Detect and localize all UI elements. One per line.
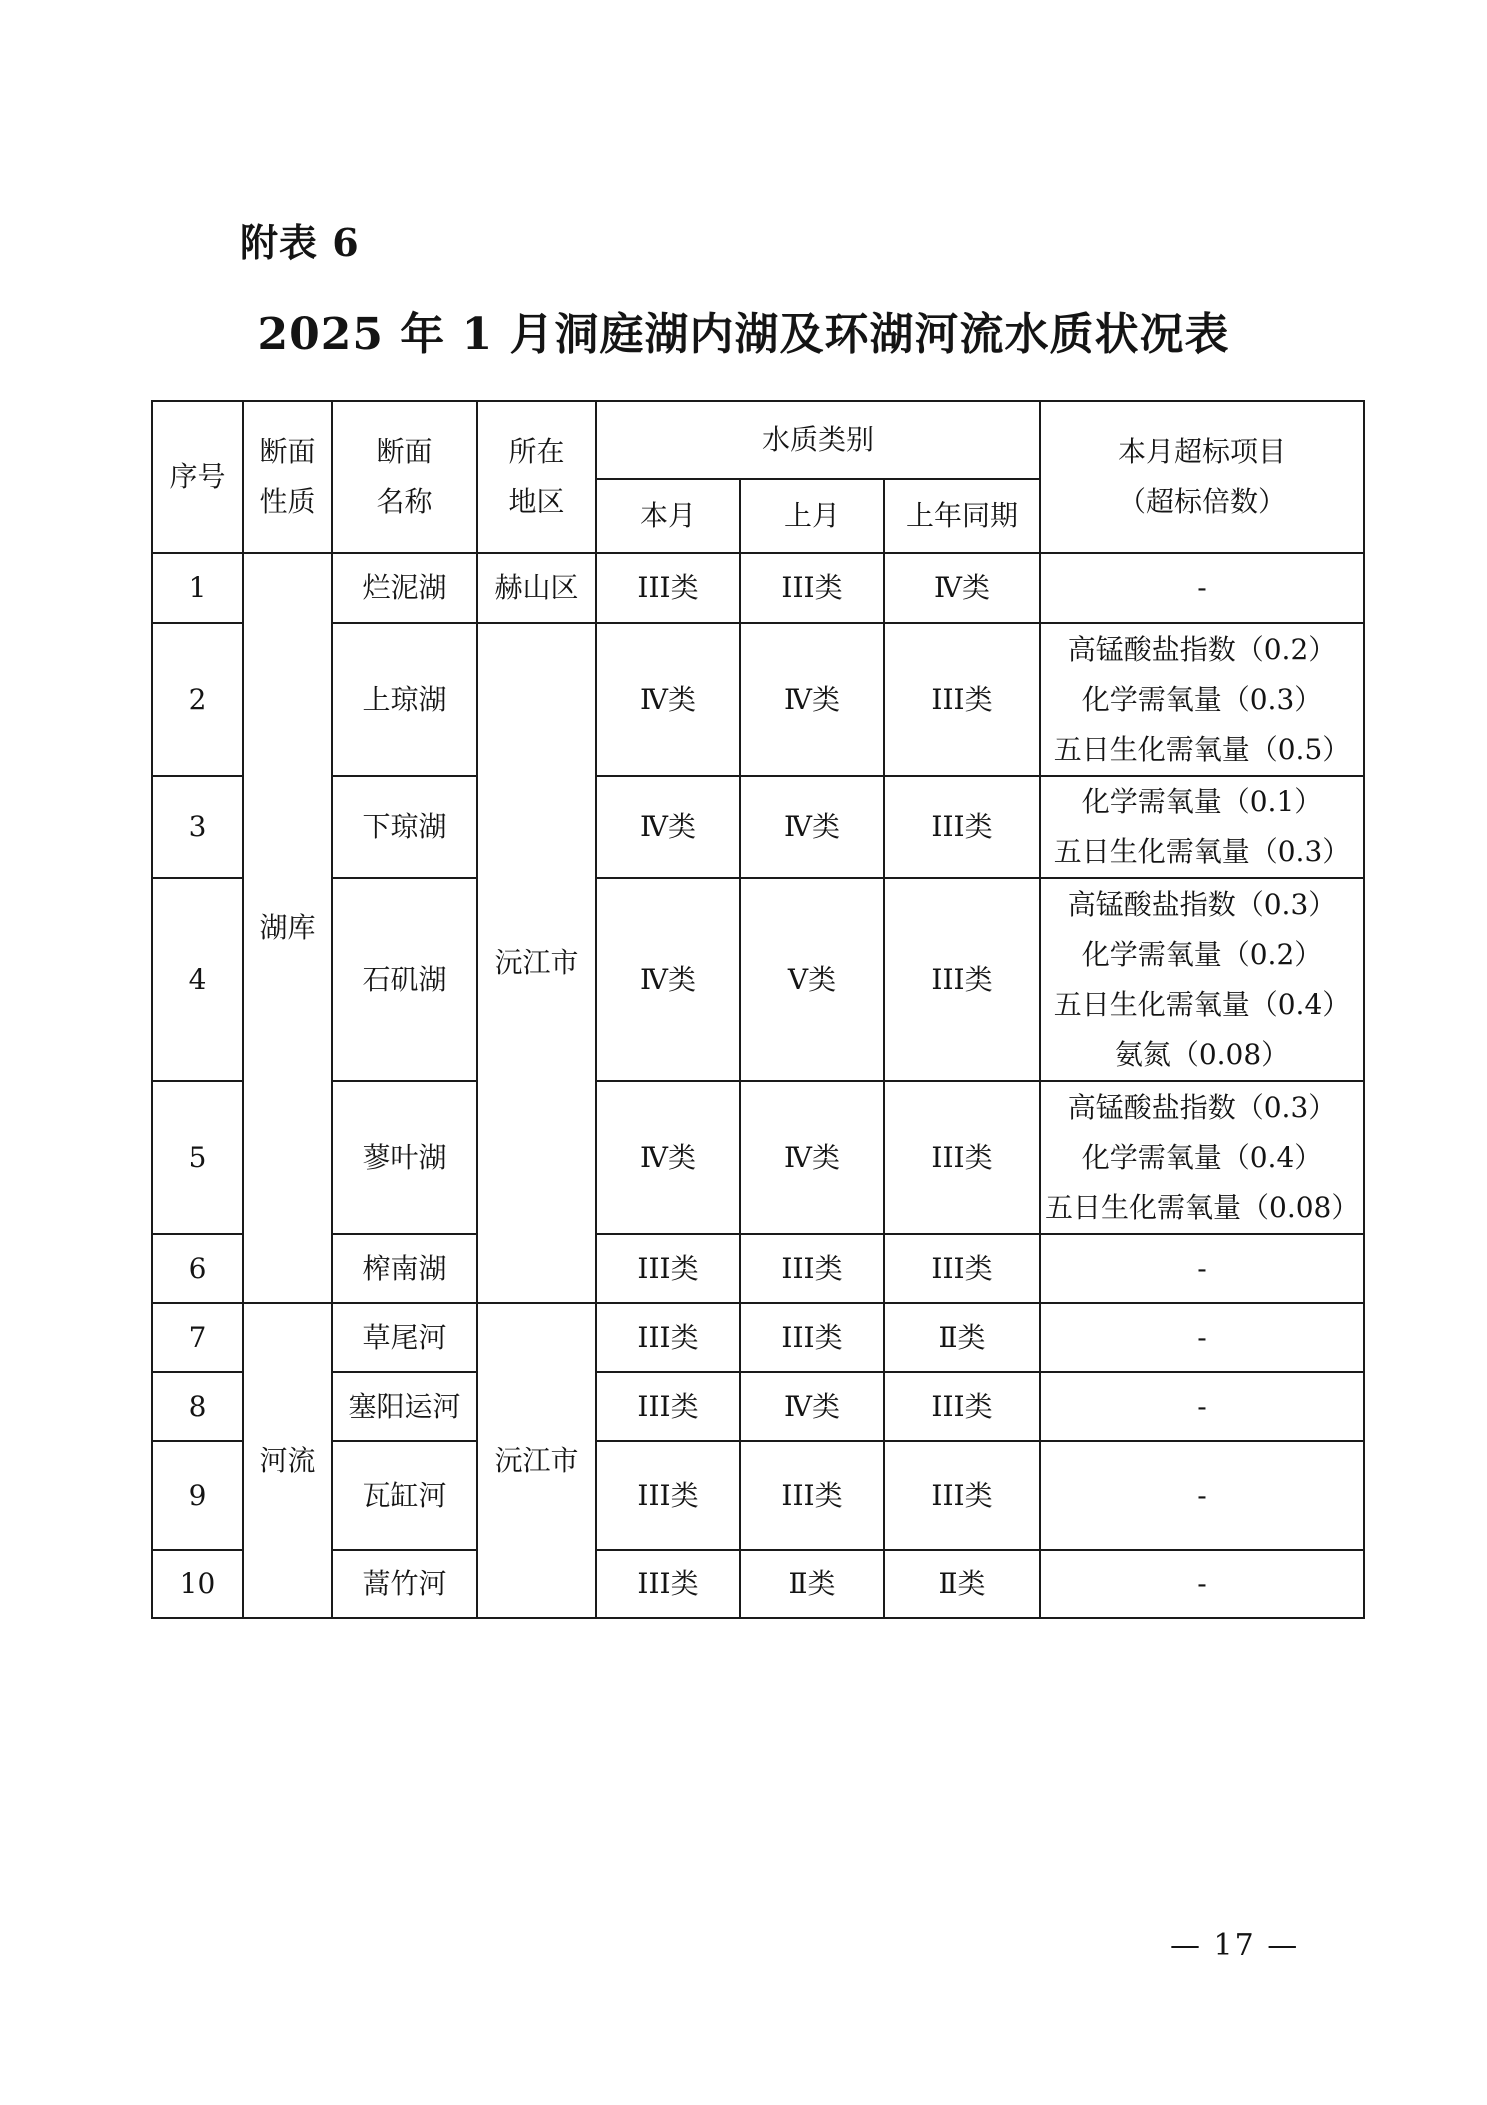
section-name: 榨南湖: [332, 1234, 477, 1303]
header-region: 所在 地区: [477, 401, 596, 553]
class-this-month: Ⅳ类: [596, 776, 740, 878]
exceed-items: -: [1040, 1303, 1364, 1372]
row-number: 8: [152, 1372, 243, 1441]
row-number: 5: [152, 1081, 243, 1234]
class-last-year: III类: [884, 623, 1040, 776]
region-cell: 沅江市: [477, 1303, 596, 1618]
exceed-items: -: [1040, 1550, 1364, 1618]
class-last-year: III类: [884, 776, 1040, 878]
table-row: [152, 776, 1364, 878]
row-number: 3: [152, 776, 243, 878]
page-number: — 17 —: [1170, 1928, 1300, 1963]
region-cell: 沅江市: [477, 623, 596, 1303]
section-name: 蒿竹河: [332, 1550, 477, 1618]
class-this-month: III类: [596, 1303, 740, 1372]
class-last-year: III类: [884, 878, 1040, 1081]
class-last-year: III类: [884, 1234, 1040, 1303]
section-name: 瓦缸河: [332, 1441, 477, 1550]
class-this-month: Ⅳ类: [596, 623, 740, 776]
row-number: 10: [152, 1550, 243, 1618]
appendix-label: 附表 6: [240, 220, 360, 265]
water-quality-table: [151, 400, 1365, 1619]
class-last-year: Ⅱ类: [884, 1303, 1040, 1372]
class-this-month: Ⅳ类: [596, 878, 740, 1081]
class-this-month: Ⅳ类: [596, 1081, 740, 1234]
class-this-month: III类: [596, 1372, 740, 1441]
exceed-items: -: [1040, 1441, 1364, 1550]
group-lake: 湖库: [243, 553, 332, 1303]
row-number: 2: [152, 623, 243, 776]
document-title: 2025 年 1 月洞庭湖内湖及环湖河流水质状况表: [257, 309, 1230, 360]
class-last-month: III类: [740, 553, 884, 623]
row-number: 6: [152, 1234, 243, 1303]
header-row-1: [152, 401, 1364, 479]
class-last-month: III类: [740, 1441, 884, 1550]
header-this-month: 本月: [596, 479, 740, 553]
section-name: 蓼叶湖: [332, 1081, 477, 1234]
header-last-month: 上月: [740, 479, 884, 553]
header-section-type: 断面 性质: [243, 401, 332, 553]
row-number: 1: [152, 553, 243, 623]
header-exceed-items: 本月超标项目 （超标倍数）: [1040, 401, 1364, 553]
class-last-month: Ⅳ类: [740, 1081, 884, 1234]
table-row: [152, 1303, 1364, 1372]
class-this-month: III类: [596, 1550, 740, 1618]
class-last-month: III类: [740, 1234, 884, 1303]
class-last-month: III类: [740, 1303, 884, 1372]
class-last-year: Ⅳ类: [884, 553, 1040, 623]
header-same-period-last-year: 上年同期: [884, 479, 1040, 553]
section-name: 上琼湖: [332, 623, 477, 776]
exceed-items: 化学需氧量（0.1） 五日生化需氧量（0.3）: [1040, 776, 1364, 878]
row-number: 4: [152, 878, 243, 1081]
region-cell: 赫山区: [477, 553, 596, 623]
class-last-month: Ⅳ类: [740, 1372, 884, 1441]
exceed-items: -: [1040, 1234, 1364, 1303]
exceed-items: 高锰酸盐指数（0.3） 化学需氧量（0.2） 五日生化需氧量（0.4） 氨氮（0.08）: [1040, 878, 1364, 1081]
class-last-year: III类: [884, 1081, 1040, 1234]
table-row: [152, 1372, 1364, 1441]
row-number: 9: [152, 1441, 243, 1550]
exceed-items: -: [1040, 553, 1364, 623]
table-row: [152, 1081, 1364, 1234]
table-row: [152, 878, 1364, 1081]
class-last-year: Ⅱ类: [884, 1550, 1040, 1618]
table-row: [152, 553, 1364, 623]
class-last-month: Ⅳ类: [740, 776, 884, 878]
group-river: 河流: [243, 1303, 332, 1618]
class-last-month: Ⅱ类: [740, 1550, 884, 1618]
table-row: [152, 1550, 1364, 1618]
section-name: 草尾河: [332, 1303, 477, 1372]
class-this-month: III类: [596, 1441, 740, 1550]
row-number: 7: [152, 1303, 243, 1372]
header-water-quality-class: 水质类别: [596, 401, 1040, 479]
table-row: [152, 1441, 1364, 1550]
class-this-month: III类: [596, 1234, 740, 1303]
section-name: 烂泥湖: [332, 553, 477, 623]
class-last-month: Ⅳ类: [740, 623, 884, 776]
table-row: [152, 1234, 1364, 1303]
class-last-month: Ⅴ类: [740, 878, 884, 1081]
table-row: [152, 623, 1364, 776]
class-this-month: III类: [596, 553, 740, 623]
section-name: 石矶湖: [332, 878, 477, 1081]
class-last-year: III类: [884, 1372, 1040, 1441]
exceed-items: 高锰酸盐指数（0.3） 化学需氧量（0.4） 五日生化需氧量（0.08）: [1040, 1081, 1364, 1234]
class-last-year: III类: [884, 1441, 1040, 1550]
section-name: 塞阳运河: [332, 1372, 477, 1441]
exceed-items: -: [1040, 1372, 1364, 1441]
exceed-items: 高锰酸盐指数（0.2） 化学需氧量（0.3） 五日生化需氧量（0.5）: [1040, 623, 1364, 776]
section-name: 下琼湖: [332, 776, 477, 878]
header-section-name: 断面 名称: [332, 401, 477, 553]
header-seq: 序号: [152, 401, 243, 553]
